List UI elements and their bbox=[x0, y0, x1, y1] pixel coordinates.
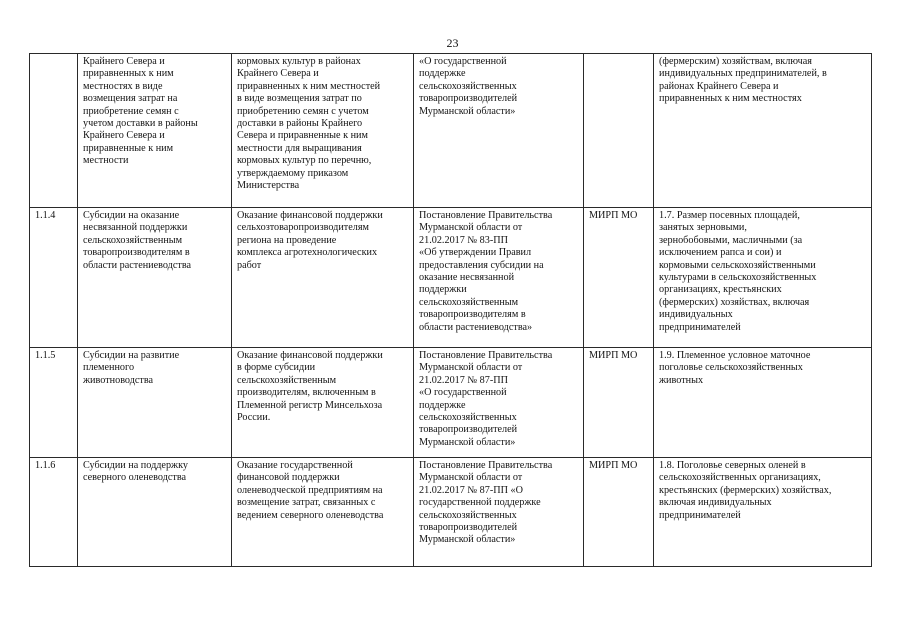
measure-name: Крайнего Севера и приравненных к ним местностях в виде возмещения затрат на приобретение семян с учетом доставки в районы Крайнего Севера и приравненные к ним местности bbox=[83, 56, 198, 167]
program-measures-table bbox=[29, 53, 872, 567]
row-number-cell bbox=[30, 208, 78, 348]
legal-act: «О государственной поддержке сельскохозяйственных товаропроизводителей Мурманской области» bbox=[419, 56, 518, 117]
measure-description-cell bbox=[232, 348, 414, 458]
executor: МИРП МО bbox=[589, 460, 638, 471]
measure-description: кормовых культур в районах Крайнего Севера и приравненных к ним местностей в виде возмещения затрат по приобретению семян с учетом доставки в районы Крайнего Севера и приравненные к ним местности для выращивания кормовых культур по перечню, утверждаемому приказом Министерства bbox=[237, 56, 381, 192]
measure-name: Субсидии на развитие племенного животноводства bbox=[83, 350, 180, 386]
table-row bbox=[30, 458, 872, 567]
executor-cell bbox=[584, 458, 654, 567]
measure-description-cell bbox=[232, 54, 414, 208]
row-number-cell bbox=[30, 348, 78, 458]
executor: МИРП МО bbox=[589, 210, 638, 221]
indicator-cell bbox=[654, 348, 872, 458]
measure-name: Субсидии на поддержку северного оленеводства bbox=[83, 460, 188, 484]
executor-cell bbox=[584, 348, 654, 458]
measure-name: Субсидии на оказание несвязанной поддержки сельскохозяйственным товаропроизводителям в области растениеводства bbox=[83, 210, 192, 271]
indicator-cell bbox=[654, 208, 872, 348]
indicator: 1.8. Поголовье северных оленей в сельскохозяйственных организациях, крестьянских (фермерских) хозяйствах, включая индивидуальных предпринимателей bbox=[659, 460, 832, 521]
measure-description-cell bbox=[232, 458, 414, 567]
indicator-cell bbox=[654, 54, 872, 208]
measure-name-cell bbox=[78, 208, 232, 348]
legal-act-cell bbox=[414, 54, 584, 208]
indicator: (фермерским) хозяйствам, включая индивидуальных предпринимателей, в районах Крайнего Севера и приравненных к ним местностях bbox=[659, 56, 827, 105]
measure-name-cell bbox=[78, 348, 232, 458]
legal-act-cell bbox=[414, 348, 584, 458]
row-number-cell bbox=[30, 54, 78, 208]
indicator-cell bbox=[654, 458, 872, 567]
executor-cell bbox=[584, 208, 654, 348]
table-row bbox=[30, 54, 872, 208]
measure-description: Оказание государственной финансовой поддержки оленеводческой предприятиям на возмещение затрат, связанных с ведением северного оленеводства bbox=[237, 460, 384, 521]
row-number-cell bbox=[30, 458, 78, 567]
measure-description-cell bbox=[232, 208, 414, 348]
row-number: 1.1.5 bbox=[35, 350, 56, 361]
measure-name-cell bbox=[78, 54, 232, 208]
row-number: 1.1.6 bbox=[35, 460, 56, 471]
legal-act-cell bbox=[414, 208, 584, 348]
executor: МИРП МО bbox=[589, 350, 638, 361]
legal-act: Постановление Правительства Мурманской области от 21.02.2017 № 87-ПП «О государственной поддержке сельскохозяйственных товаропроизводителей Мурманской области» bbox=[419, 350, 553, 448]
table-row bbox=[30, 348, 872, 458]
measure-description: Оказание финансовой поддержки сельхозтоваропроизводителям региона на проведение комплекса агротехнологических работ bbox=[237, 210, 383, 271]
executor-cell bbox=[584, 54, 654, 208]
legal-act: Постановление Правительства Мурманской области от 21.02.2017 № 87-ПП «О государственной поддержке сельскохозяйственных товаропроизводителей Мурманской области» bbox=[419, 460, 553, 546]
row-number: 1.1.4 bbox=[35, 210, 56, 221]
page-number: 23 bbox=[446, 36, 459, 50]
table-row bbox=[30, 208, 872, 348]
indicator: 1.7. Размер посевных площадей, занятых зерновыми, зернобобовыми, масличными (за исключением рапса и сои) и кормовыми сельскохозяйственными культурами в сельскохозяйственных организациях, крестьянских (фермерских) хозяйствах, включая индивидуальных предпринимателей bbox=[659, 210, 817, 333]
measure-name-cell bbox=[78, 458, 232, 567]
indicator: 1.9. Племенное условное маточное поголовье сельскохозяйственных животных bbox=[659, 350, 811, 386]
legal-act: Постановление Правительства Мурманской области от 21.02.2017 № 83-ПП «Об утверждении Правил предоставления субсидии на оказание несвязанной поддержки сельскохозяйственным товаропроизводителям в области растениеводства» bbox=[419, 210, 553, 333]
measure-description: Оказание финансовой поддержки в форме субсидии сельскохозяйственным производителям, включенным в Племенной регистр Минсельхоза России. bbox=[237, 350, 383, 424]
legal-act-cell bbox=[414, 458, 584, 567]
